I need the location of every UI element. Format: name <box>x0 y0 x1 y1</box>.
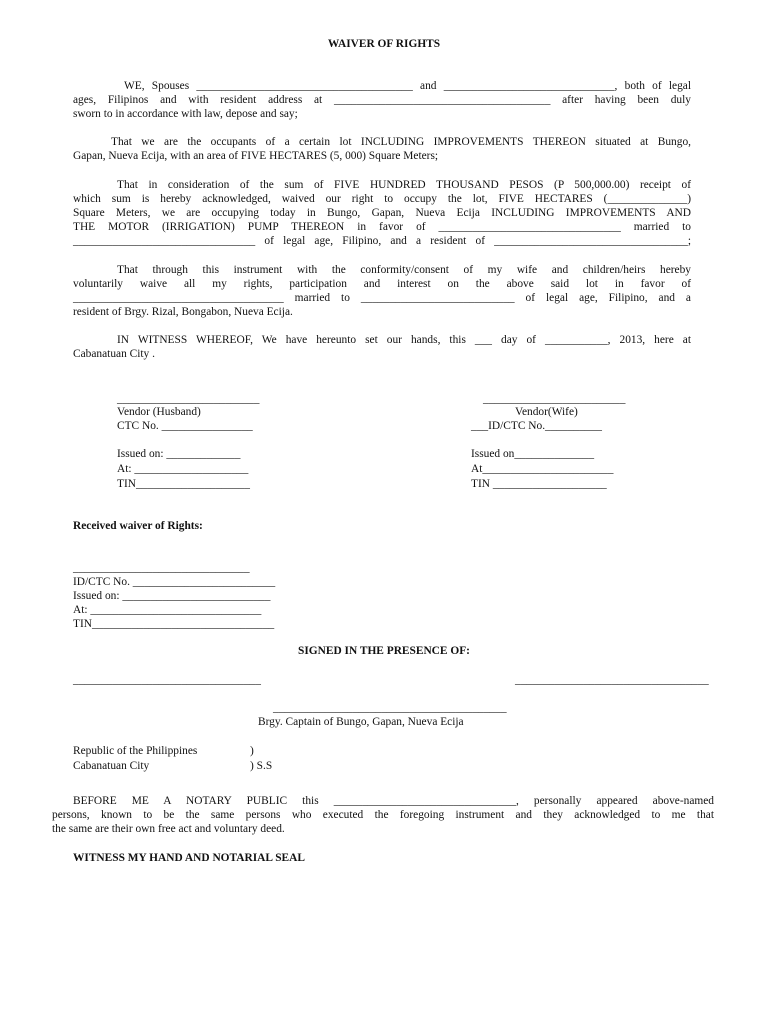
wife-signature-line: _________________________ <box>483 393 626 405</box>
presence-right-line: __________________________________ <box>515 674 709 686</box>
received-heading: Received waiver of Rights: <box>73 520 203 532</box>
received-issued-on: Issued on: __________________________ <box>73 590 271 602</box>
para2-line2: Gapan, Nueva Ecija, with an area of FIVE HECTARES (5, 000) Square Meters; <box>73 150 439 162</box>
husband-signature-line: _________________________ <box>117 393 260 405</box>
para1-line2: ages, Filipinos and with resident address at ______________________________________ after having been duly <box>73 94 691 106</box>
document-title: WAIVER OF RIGHTS <box>327 38 441 50</box>
witness-line1: IN WITNESS WHEREOF, We have hereunto set our hands, this ___ day of ___________, 2013, here at <box>117 334 691 346</box>
notary-line3: the same are their own free act and voluntary deed. <box>52 823 285 835</box>
presence-center-line: _________________________________________ <box>273 702 507 714</box>
received-tin: TIN________________________________ <box>73 618 275 630</box>
para3-line4: THE MOTOR (IRRIGATION) PUMP THEREON in favor of ________________________________ married to <box>73 221 691 233</box>
husband-label: Vendor (Husband) <box>117 406 201 418</box>
venue-city: Cabanatuan City <box>73 760 150 772</box>
husband-at: At: ____________________ <box>117 463 249 475</box>
para2-line1: That we are the occupants of a certain lot INCLUDING IMPROVEMENTS THEREON situated at Bungo, <box>111 136 691 148</box>
para3-line2: which sum is hereby acknowledged, waived our right to occupy the lot, FIVE HECTARES (______________) <box>73 193 691 205</box>
wife-label: Vendor(Wife) <box>515 406 578 418</box>
received-at: At: ______________________________ <box>73 604 262 616</box>
wife-at: At_______________________ <box>471 463 614 475</box>
witness-line2: Cabanatuan City . <box>73 348 155 360</box>
notary-line1: BEFORE ME A NOTARY PUBLIC this ________________________________, personally appeared above-named <box>73 795 714 807</box>
wife-ctc: ___ID/CTC No.__________ <box>471 420 602 432</box>
para3-line5: ________________________________ of legal age, Filipino, and a resident of __________________________________; <box>73 235 691 247</box>
para4-line3: _____________________________________ married to ___________________________ of legal age, Filipino, and a <box>73 292 691 304</box>
venue-paren: ) <box>250 745 254 757</box>
received-id: ID/CTC No. _________________________ <box>73 576 276 588</box>
para1-line1: WE, Spouses ______________________________________ and ______________________________, both of legal <box>124 80 691 92</box>
notary-line2: persons, known to be the same persons who executed the foregoing instrument and they acknowledged to me that <box>52 809 714 821</box>
presence-heading: SIGNED IN THE PRESENCE OF: <box>298 645 470 657</box>
para4-line4: resident of Brgy. Rizal, Bongabon, Nueva Ecija. <box>73 306 293 318</box>
received-signature-line: _______________________________ <box>73 562 250 574</box>
venue-republic: Republic of the Philippines <box>73 745 198 757</box>
para4-line2: voluntarily waive all my rights, participation and interest on the above said lot in favor of <box>73 278 691 290</box>
presence-left-line: _________________________________ <box>73 674 261 686</box>
notarial-seal-heading: WITNESS MY HAND AND NOTARIAL SEAL <box>73 852 305 864</box>
husband-tin: TIN____________________ <box>117 478 250 490</box>
wife-issued-on: Issued on______________ <box>471 448 595 460</box>
para3-line1: That in consideration of the sum of FIVE HUNDRED THOUSAND PESOS (P 500,000.00) receipt of <box>117 179 691 191</box>
venue-ss: ) S.S <box>250 760 273 772</box>
wife-tin: TIN ____________________ <box>471 478 607 490</box>
brgy-captain-label: Brgy. Captain of Bungo, Gapan, Nueva Ecija <box>258 716 464 728</box>
husband-issued-on: Issued on: _____________ <box>117 448 241 460</box>
para4-line1: That through this instrument with the conformity/consent of my wife and children/heirs hereby <box>117 264 691 276</box>
husband-ctc: CTC No. ________________ <box>117 420 253 432</box>
para1-line3: sworn to in accordance with law, depose and say; <box>73 108 298 120</box>
para3-line3: Square Meters, we are occupying today in Bungo, Gapan, Nueva Ecija INCLUDING IMPROVEMENTS AND <box>73 207 691 219</box>
